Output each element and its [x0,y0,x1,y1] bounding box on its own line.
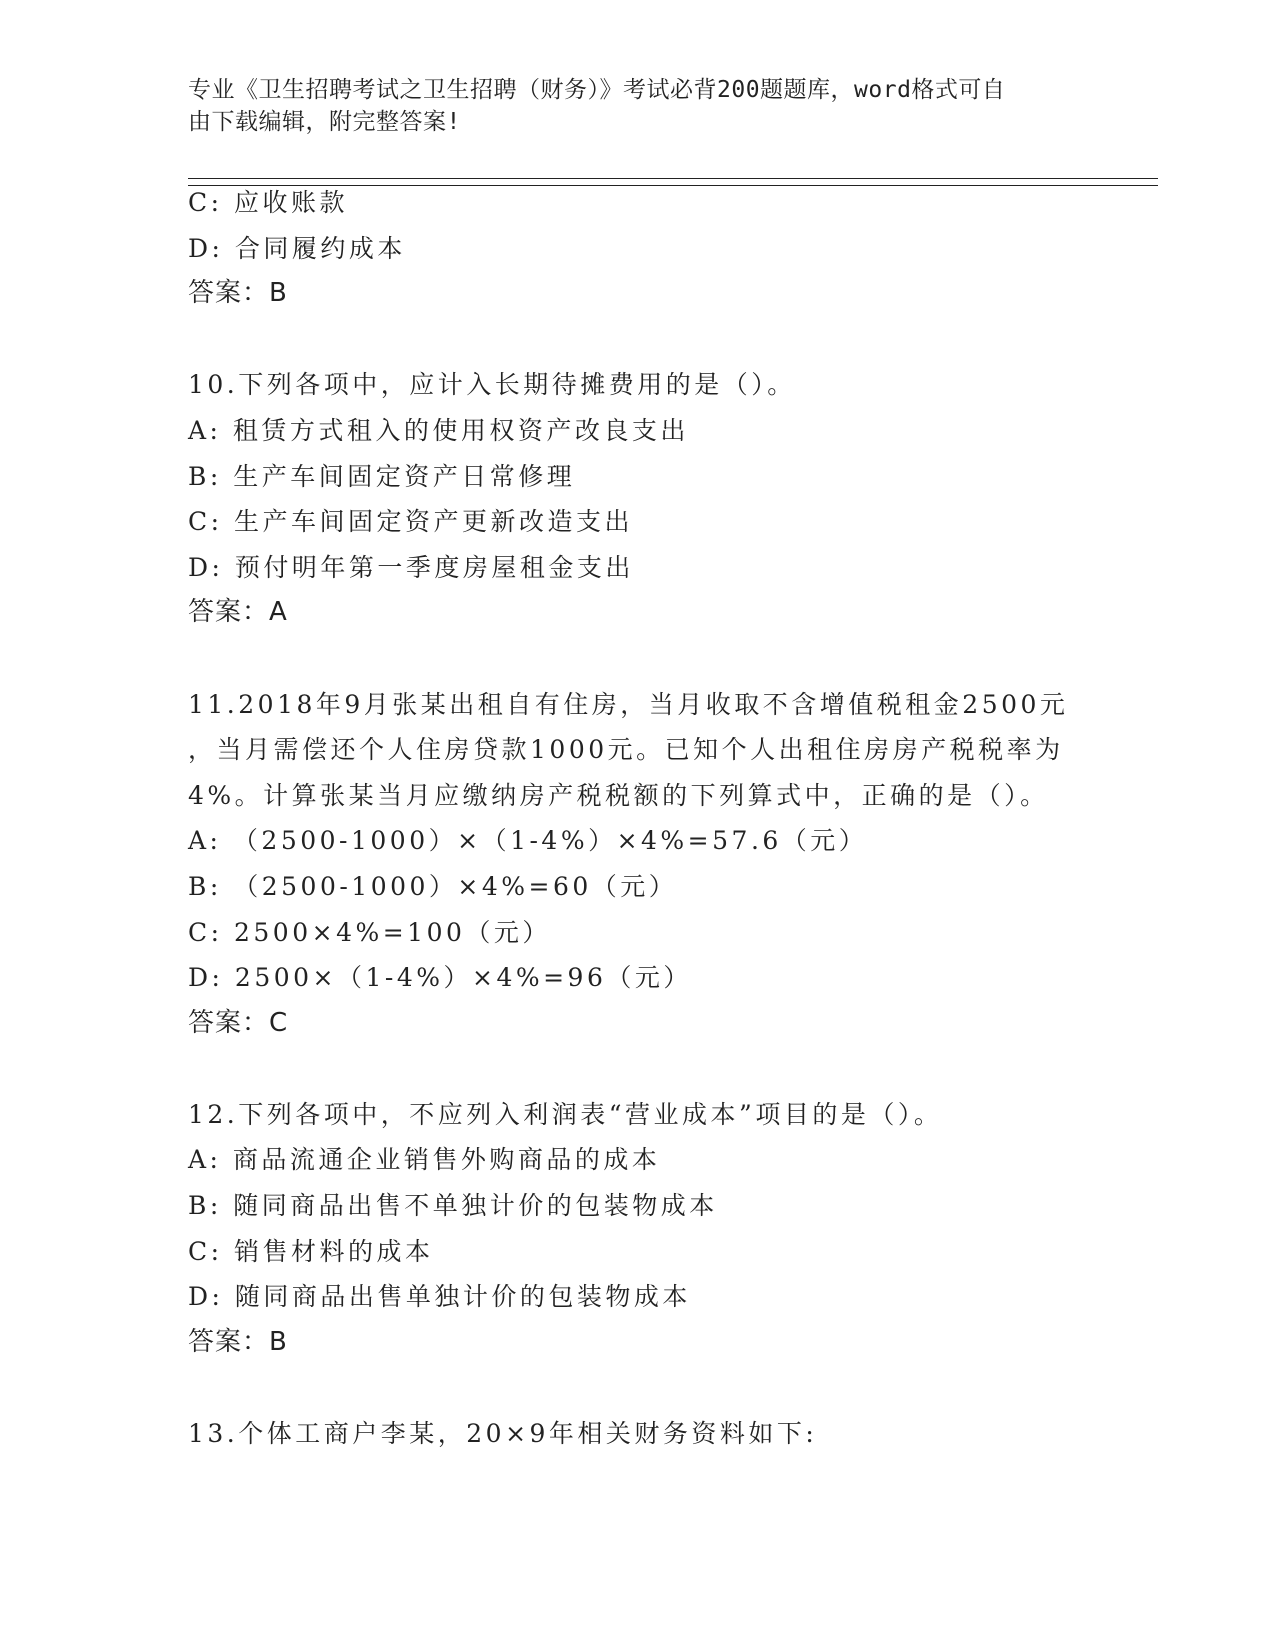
question-10 [188,362,1088,636]
answer-line: 答案：A [188,597,288,628]
question-12 [188,1092,1088,1366]
option-b: B: 随同商品出售不单独计价的包装物成本 [188,1191,718,1221]
option-c: C: 2500×4%=100（元） [188,917,551,947]
option-c: C: 应收账款 [188,188,348,217]
question-stem-line-1: 11.2018年9月张某出租自有住房，当月收取不含增值税租金2500元 [188,689,1069,719]
answer-line: 答案：B [188,278,288,309]
option-d: D: 合同履约成本 [188,233,406,263]
question-stem-line-3: 4%。计算张某当月应缴纳房产税税额的下列算式中，正确的是（）。 [188,780,1049,810]
question-stem-line-2: ，当月需偿还个人住房贷款1000元。已知个人出租住房房产税税率为 [188,735,1064,765]
question-13 [188,1411,1088,1457]
question-stem: 13.个体工商户李某，20×9年相关财务资料如下: [188,1419,818,1449]
header-line-1: 专业《卫生招聘考试之卫生招聘（财务）》考试必背200题题库，word格式可自 [188,77,1006,103]
answer-line: 答案：C [188,1007,289,1038]
question-list [188,180,1088,1457]
header-line-2: 由下载编辑，附完整答案! [188,109,461,135]
option-b: B: 生产车间固定资产日常修理 [188,461,576,491]
option-d: D: 2500×（1-4%）×4%=96（元） [188,963,692,993]
option-c: C: 生产车间固定资产更新改造支出 [188,507,633,537]
question-11 [188,682,1088,1047]
option-d: D: 预付明年第一季度房屋租金支出 [188,552,634,582]
question-9-continued [188,180,1088,317]
spacer [188,1046,1088,1092]
spacer [188,317,1088,363]
option-c: C: 销售材料的成本 [188,1236,434,1266]
question-stem: 10.下列各项中，应计入长期待摊费用的是（）。 [188,370,796,400]
question-stem: 12.下列各项中，不应列入利润表“营业成本”项目的是（）。 [188,1099,943,1129]
option-b: B: （2500-1000）×4%=60（元） [188,871,678,901]
option-a: A: 商品流通企业销售外购商品的成本 [188,1145,661,1175]
spacer [188,636,1088,682]
option-a: A: （2500-1000）×（1-4%）×4%=57.6（元） [188,826,868,856]
option-a: A: 租赁方式租入的使用权资产改良支出 [188,415,689,445]
document-header [188,74,1078,138]
answer-line: 答案：B [188,1326,288,1357]
spacer [188,1365,1088,1411]
option-d: D: 随同商品出售单独计价的包装物成本 [188,1282,691,1312]
